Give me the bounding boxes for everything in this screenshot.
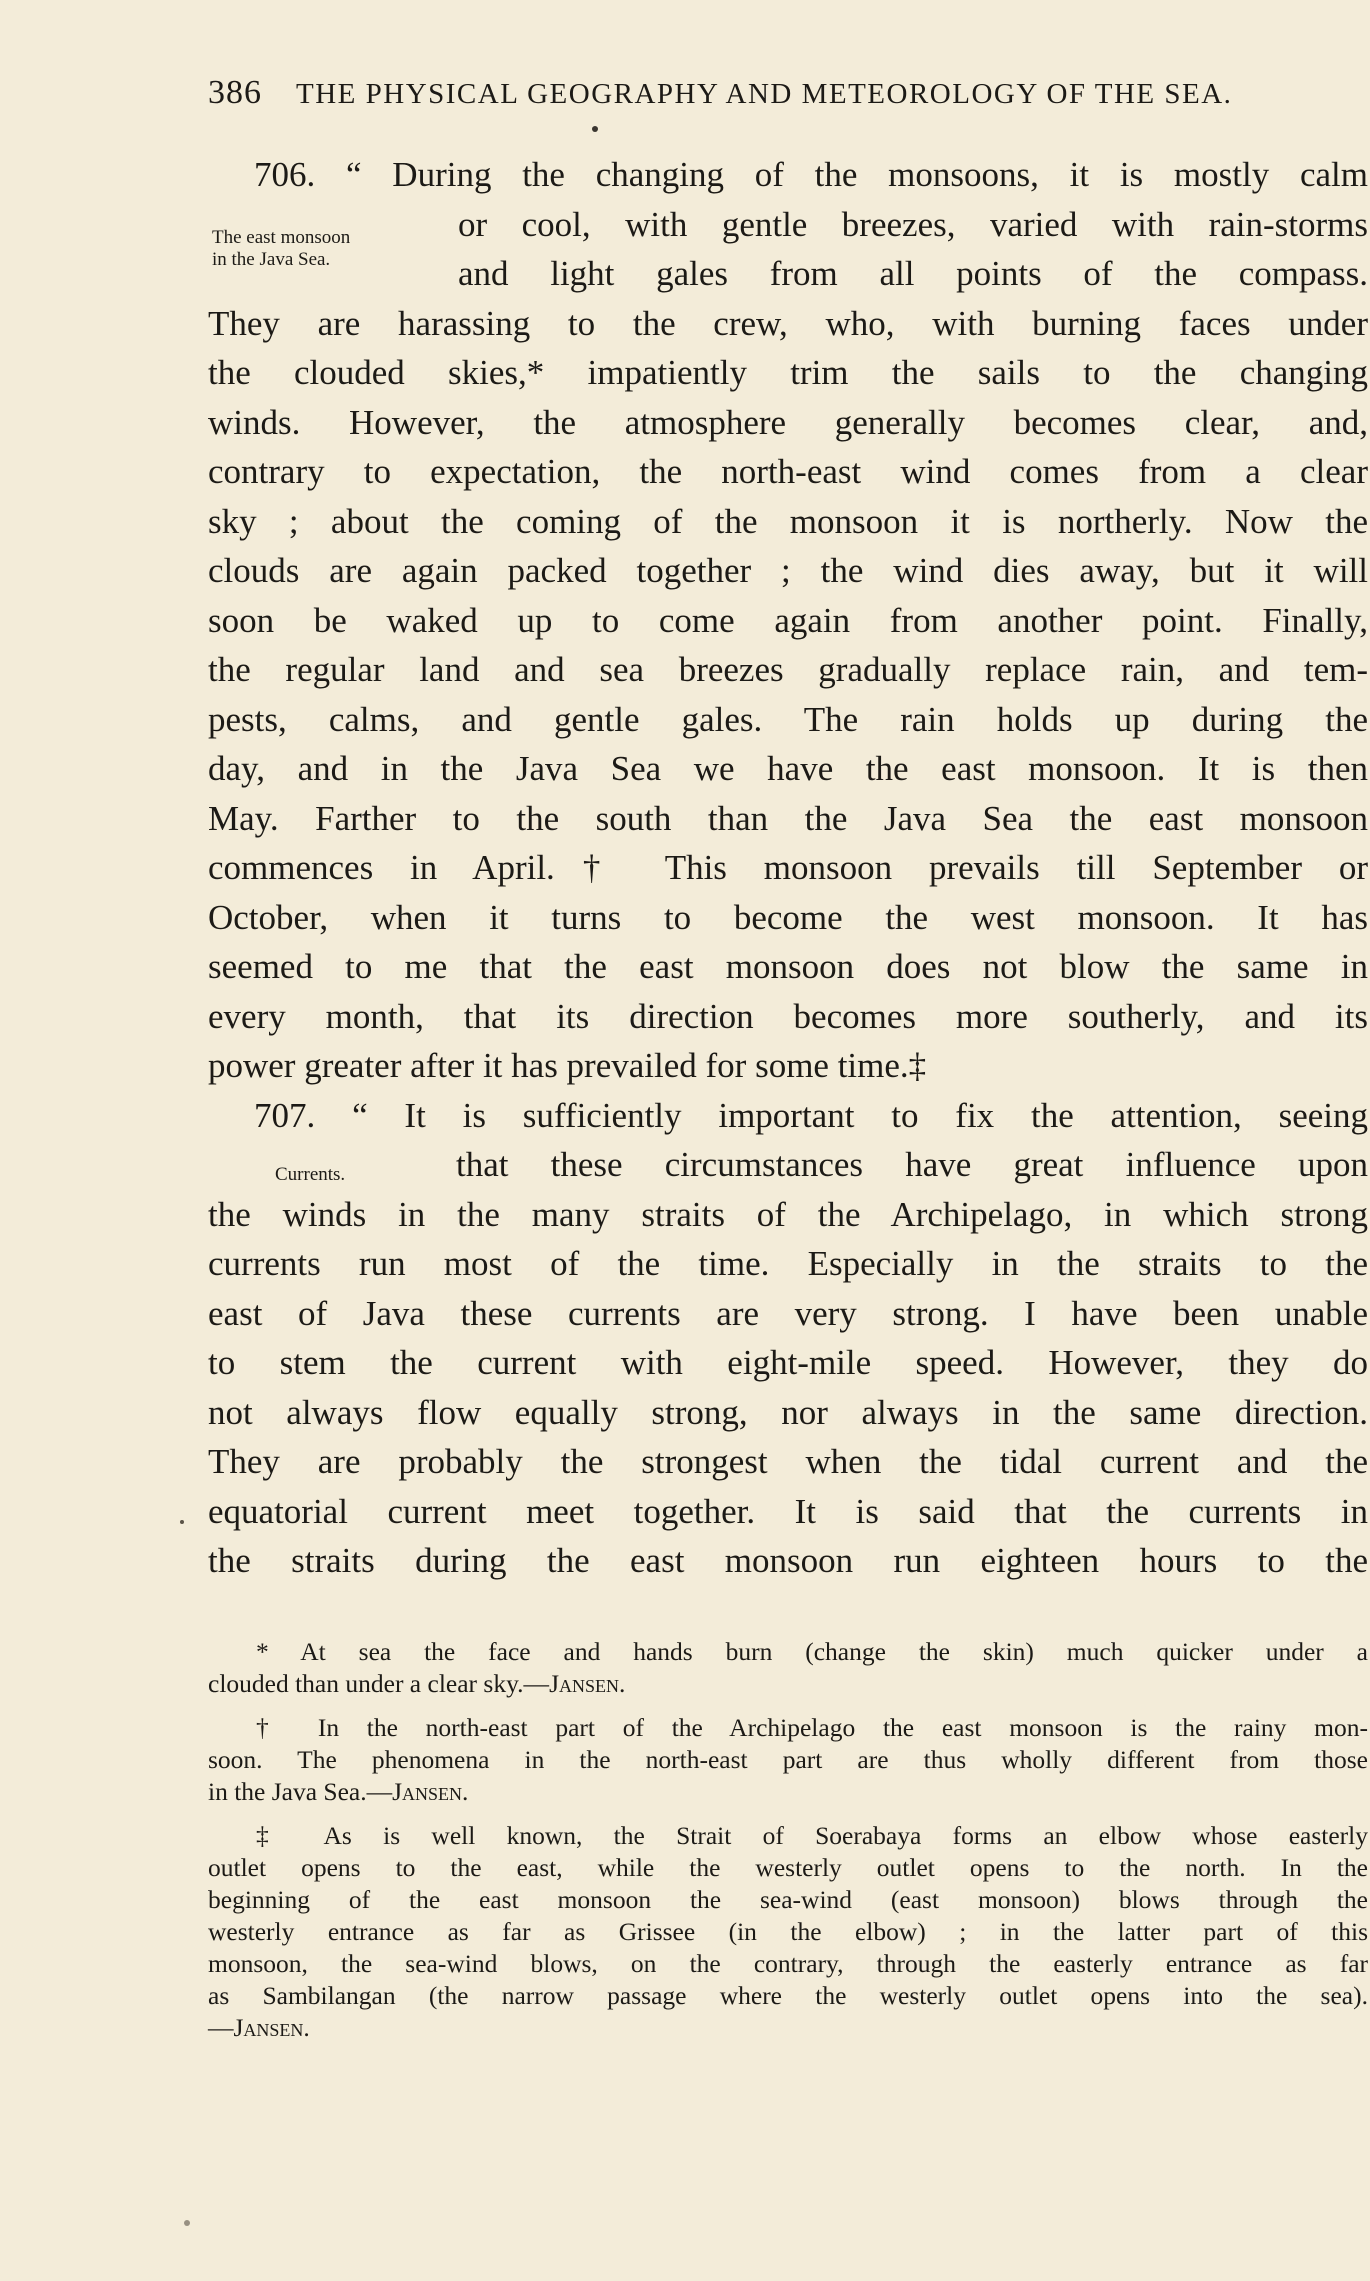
footnote-text: in the Java Sea.—	[208, 1777, 393, 1806]
body-text	[208, 150, 1368, 1586]
running-header	[208, 74, 1308, 112]
footnote-3-line: as Sambilangan (the narrow passage where the westerly outlet opens into the sea).	[208, 1981, 1368, 2010]
page-number: 386	[208, 74, 262, 111]
body-line: the clouded skies,* impatiently trim the sails to the changing	[208, 353, 1368, 392]
body-line: seemed to me that the east monsoon does not blow the same in	[208, 947, 1368, 986]
body-line: not always flow equally strong, nor always in the same direction.	[208, 1392, 1368, 1432]
footnote-3-line: outlet opens to the east, while the westerly outlet opens to the north. In the	[208, 1853, 1368, 1882]
footnote-3-line	[208, 2012, 1368, 2044]
body-line: equatorial current meet together. It is said that the currents in	[208, 1491, 1368, 1531]
body-line: contrary to expectation, the north-east wind comes from a clear	[208, 452, 1368, 491]
paper-speck	[180, 1520, 184, 1524]
body-line: the straits during the east monsoon run eighteen hours to the	[208, 1541, 1368, 1580]
footnote-author: Jansen.	[549, 1669, 626, 1698]
body-line: clouds are again packed together ; the wind dies away, but it will	[208, 551, 1368, 590]
footnote-1-line	[208, 1668, 1368, 1700]
body-line: They are harassing to the crew, who, with burning faces under	[208, 303, 1368, 343]
margin-note-line: The east monsoon	[212, 227, 351, 248]
body-line: and light gales from all points of the compass.	[458, 254, 1368, 293]
paragraph-707-line: 707. “ It is sufficiently important to fix the attention, seeing	[254, 1095, 1368, 1135]
margin-note-currents: Currents.	[275, 1164, 346, 1185]
body-line: winds. However, the atmosphere generally becomes clear, and,	[208, 402, 1368, 442]
margin-note-line: in the Java Sea.	[212, 249, 331, 270]
footnote-2-line: † In the north-east part of the Archipelago the east monsoon is the rainy mon-	[256, 1713, 1368, 1742]
footnote-2-line: soon. The phenomena in the north-east part are thus wholly different from those	[208, 1745, 1368, 1774]
paper-speck	[184, 2220, 190, 2226]
body-line: the regular land and sea breezes gradually replace rain, and tem-	[208, 650, 1368, 689]
footnote-2-line	[208, 1776, 1368, 1808]
body-line: October, when it turns to become the west monsoon. It has	[208, 897, 1368, 937]
footnotes	[208, 1636, 1368, 2044]
body-line: east of Java these currents are very strong. I have been unable	[208, 1293, 1368, 1333]
body-line: to stem the current with eight-mile speed. However, they do	[208, 1343, 1368, 1382]
footnote-3-line: monsoon, the sea-wind blows, on the contrary, through the easterly entrance as far	[208, 1949, 1368, 1978]
body-line: that these circumstances have great influence upon	[456, 1145, 1368, 1184]
footnote-text: clouded than under a clear sky.—	[208, 1669, 550, 1698]
body-line: the winds in the many straits of the Archipelago, in which strong	[208, 1194, 1368, 1234]
body-line: soon be waked up to come again from another point. Finally,	[208, 600, 1368, 640]
ink-dot	[592, 126, 598, 132]
body-line: sky ; about the coming of the monsoon it is northerly. Now the	[208, 501, 1368, 541]
paragraph-706-line: 706. “ During the changing of the monsoons, it is mostly calm	[254, 155, 1368, 194]
footnote-text: —	[208, 2013, 234, 2042]
body-line: They are probably the strongest when the tidal current and the	[208, 1442, 1368, 1481]
body-line: commences in April.† This monsoon prevails till September or	[208, 848, 1368, 887]
body-line: May. Farther to the south than the Java Sea the east monsoon	[208, 798, 1368, 838]
body-line: power greater after it has prevailed for some time.‡	[208, 1046, 927, 1085]
footnote-author: Jansen.	[392, 1777, 469, 1806]
footnote-3-line: westerly entrance as far as Grissee (in the elbow) ; in the latter part of this	[208, 1917, 1368, 1946]
body-line: or cool, with gentle breezes, varied with rain-storms	[458, 204, 1368, 244]
body-line: every month, that its direction becomes more southerly, and its	[208, 996, 1368, 1036]
footnote-3-line: ‡ As is well known, the Strait of Soerabaya forms an elbow whose easterly	[256, 1821, 1368, 1850]
footnote-author: Jansen.	[233, 2013, 310, 2042]
footnote-3-line: beginning of the east monsoon the sea-wind (east monsoon) blows through the	[208, 1885, 1368, 1914]
body-line: pests, calms, and gentle gales. The rain holds up during the	[208, 699, 1368, 739]
body-line: day, and in the Java Sea we have the east monsoon. It is then	[208, 749, 1368, 788]
body-line: currents run most of the time. Especially in the straits to the	[208, 1244, 1368, 1283]
running-title: THE PHYSICAL GEOGRAPHY AND METEOROLOGY OF THE SEA.	[296, 78, 1233, 110]
footnote-1-line: * At sea the face and hands burn (change the skin) much quicker under a	[256, 1637, 1368, 1666]
